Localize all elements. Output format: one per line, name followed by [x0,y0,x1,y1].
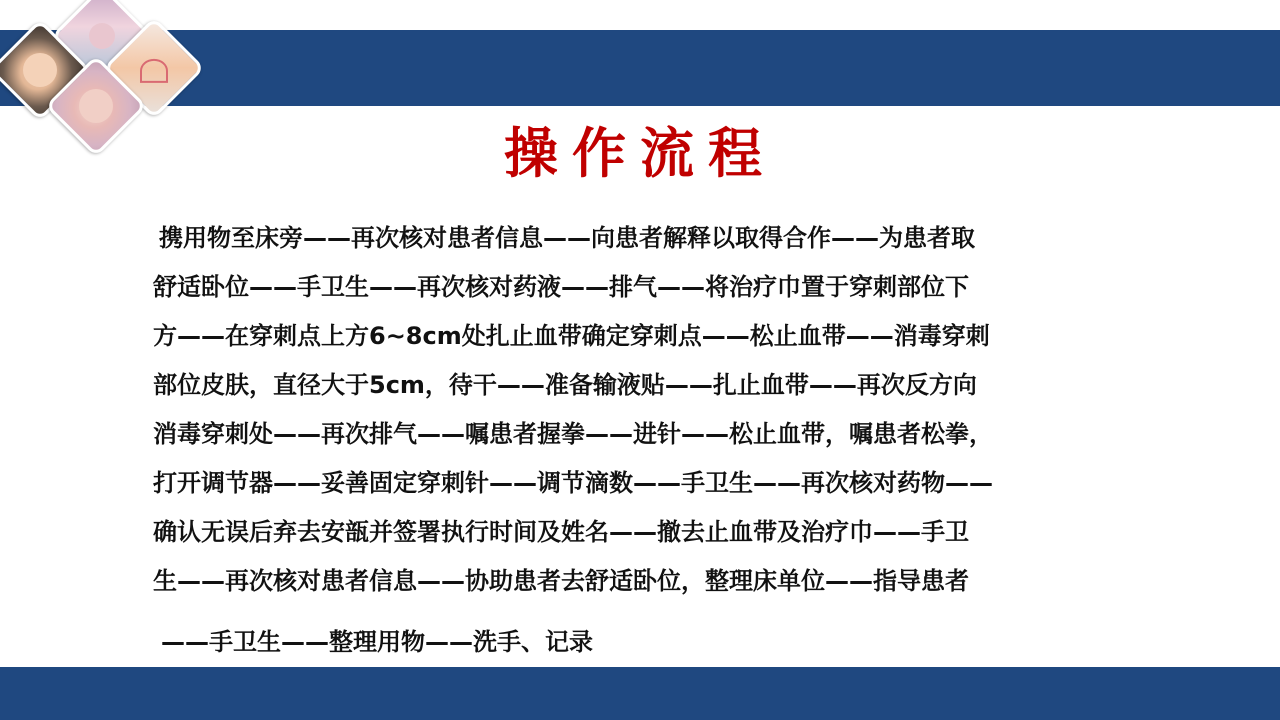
procedure-line: 携用物至床旁——再次核对患者信息——向患者解释以取得合作——为患者取 [159,224,975,252]
procedure-line: 消毒穿刺处——再次排气——嘱患者握拳——进针——松止血带，嘱患者松拳， [153,420,993,448]
procedure-text [153,214,1153,667]
procedure-line: 方——在穿刺点上方6~8cm处扎止血带确定穿刺点——松止血带——消毒穿刺 [153,322,990,350]
procedure-line: 打开调节器——妥善固定穿刺针——调节滴数——手卫生——再次核对药物—— [153,469,993,497]
slide-title: 操作流程 [504,121,776,185]
procedure-line: 部位皮肤，直径大于5cm，待干——准备输液贴——扎止血带——再次反方向 [153,371,977,399]
procedure-line: 生——再次核对患者信息——协助患者去舒适卧位，整理床单位——指导患者 [153,567,969,595]
procedure-line: 舒适卧位——手卫生——再次核对药液——排气——将治疗巾置于穿刺部位下 [153,273,969,301]
footer-band [0,667,1280,720]
procedure-line: ——手卫生——整理用物——洗手、记录 [161,628,593,656]
procedure-line: 确认无误后弃去安瓿并签署执行时间及姓名——撤去止血带及治疗巾——手卫 [153,518,969,546]
